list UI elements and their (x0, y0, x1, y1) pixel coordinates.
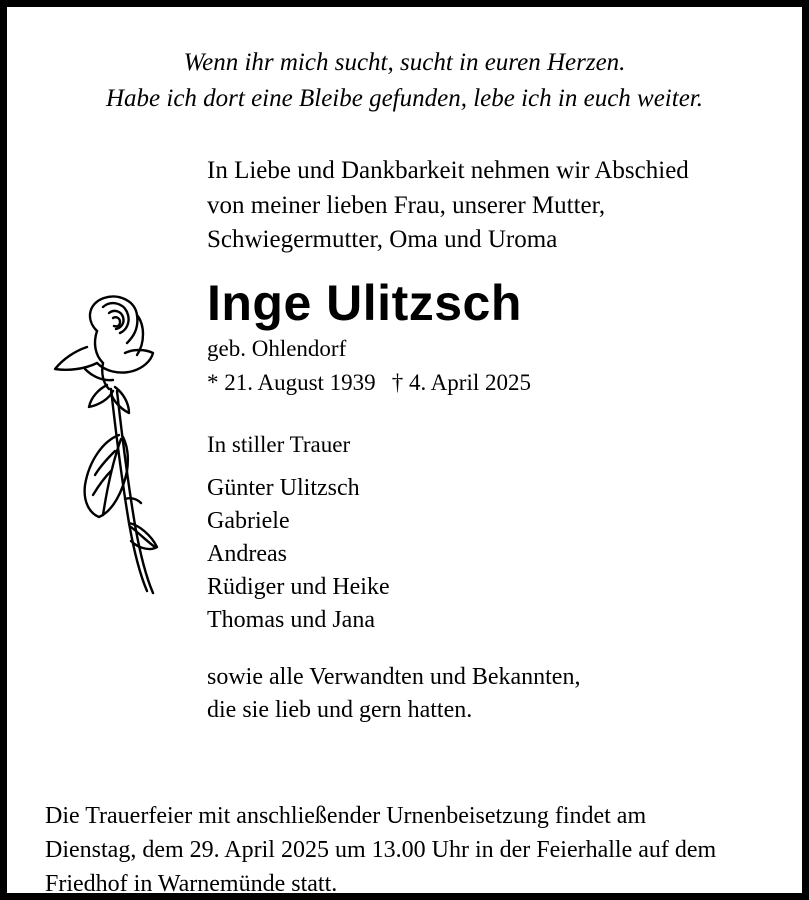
service-line-1: Die Trauerfeier mit anschließender Urnenbeisetzung findet am (45, 802, 647, 829)
list-item: Rüdiger und Heike (207, 573, 390, 600)
intro-line-3: Schwiegermutter, Oma und Uroma (207, 226, 558, 253)
deceased-maiden-name: geb. Ohlendorf (207, 335, 347, 361)
list-item: Günter Ulitzsch (207, 474, 360, 501)
mourning-label: In stiller Trauer (207, 431, 351, 457)
service-line-2: Dienstag, dem 29. April 2025 um 13.00 Uhr in der Feierhalle auf dem (45, 836, 717, 863)
list-item: Gabriele (207, 507, 290, 534)
birth-date: * 21. August 1939 (207, 369, 376, 395)
deceased-dates (207, 367, 778, 398)
intro-line-1: In Liebe und Dankbarkeit nehmen wir Abschied (207, 157, 689, 184)
intro-line-2: von meiner lieben Frau, unserer Mutter, (207, 191, 606, 219)
intro-text (207, 154, 778, 258)
service-details (7, 799, 802, 900)
mourners-list (207, 472, 778, 638)
list-item: Thomas und Jana (207, 607, 375, 634)
relatives-line-1: sowie alle Verwandten und Bekannten, (207, 664, 581, 691)
rose-illustration-icon (41, 285, 176, 605)
motto-verse (7, 45, 802, 116)
motto-line-2: Habe ich dort eine Bleibe gefunden, lebe ich in euch weiter. (105, 84, 704, 112)
list-item: Andreas (207, 540, 287, 567)
relatives-text (207, 661, 778, 727)
deceased-name: Inge Ulitzsch (207, 274, 522, 331)
service-line-3: Friedhof in Warnemünde statt. (45, 870, 338, 897)
motto-line-1: Wenn ihr mich sucht, sucht in euren Herzen. (183, 49, 626, 76)
notice-inner (7, 45, 802, 900)
death-date: † 4. April 2025 (391, 369, 531, 395)
relatives-line-2: die sie lieb und gern hatten. (207, 697, 473, 724)
